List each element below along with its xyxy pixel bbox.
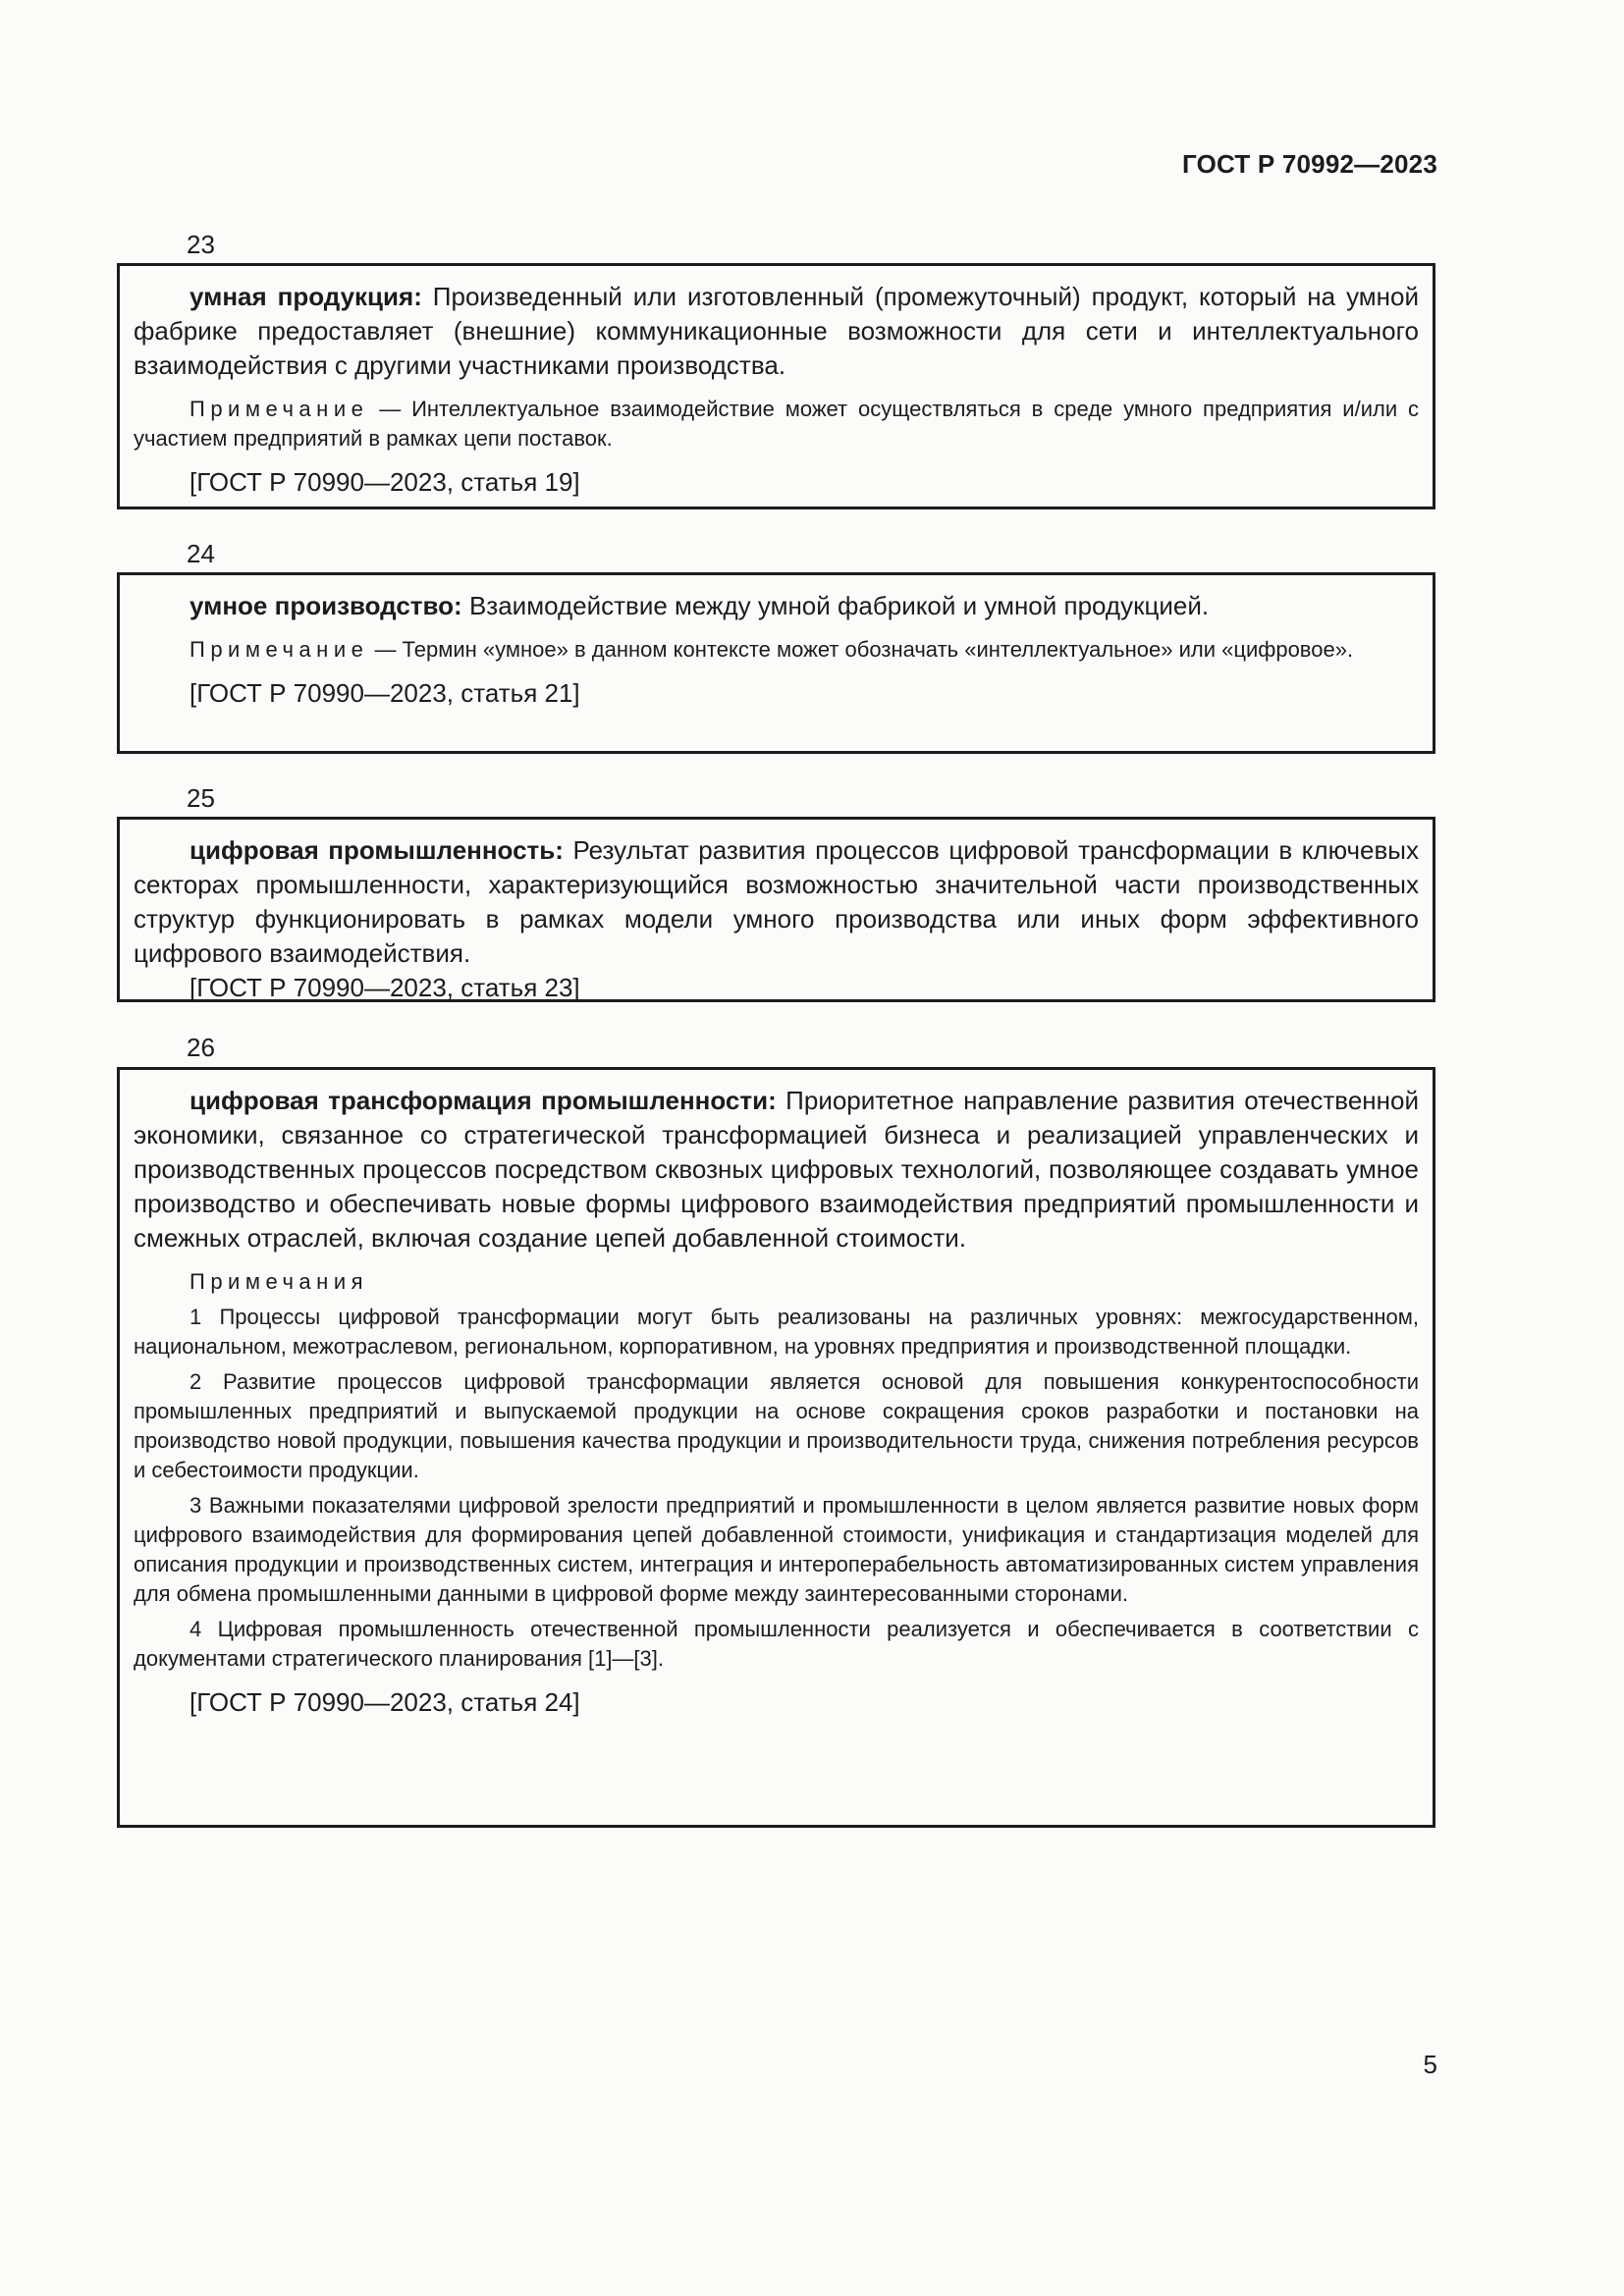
entry-number-24: 24 [187,539,215,568]
term-box-23 [117,263,1435,509]
notes-label: Примечания [189,1269,369,1294]
page-number: 5 [1423,2050,1437,2079]
note-item: 4 Цифровая промышленность отечественной промышленности реализуется и обеспечивается в соответствии с документами стратегического планирования [1]—[3]. [134,1617,1419,1671]
note-text: — Термин «умное» в данном контексте может обозначать «интеллектуальное» или «цифровое». [368,637,1354,662]
term-box-26 [117,1067,1435,1828]
term-title: умная продукция: [189,282,422,311]
note-label: Примечание [189,397,369,421]
term-definition [134,280,1419,383]
term-definition [134,1084,1419,1255]
note-item: 3 Важными показателями цифровой зрелости предприятий и промышленности в целом является развитие новых форм цифрового взаимодействия для формирования цепей добавленной стоимости, унификация и стандартизация моделей для описания продукции и производственных систем, интеграция и интероперабельность автоматизированных систем управления для обмена промышленными данными в цифровой форме между заинтересованными сторонами. [134,1493,1419,1606]
term-definition [134,833,1419,971]
term-title: цифровая промышленность: [189,835,564,865]
note-text: — Интеллектуальное взаимодействие может осуществляться в среде умного предприятия и/или с участием предприятий в рамках цепи поставок. [134,397,1419,451]
definition-text: Произведенный или изготовленный (промежуточный) продукт, который на умной фабрике предоставляет (внешние) коммуникационные возможности для сети и интеллектуального взаимодействия с другими участниками производства. [134,282,1419,380]
definition-text: Взаимодействие между умной фабрикой и умной продукцией. [461,591,1210,620]
term-box-25 [117,817,1435,1002]
note [134,395,1419,454]
term-title: умное производство: [189,591,462,620]
source-reference: [ГОСТ Р 70990—2023, статья 23] [189,973,580,1002]
notes-heading [134,1267,1419,1297]
source-reference: [ГОСТ Р 70990—2023, статья 21] [189,678,580,708]
note-item: 2 Развитие процессов цифровой трансформации является основой для повышения конкурентоспособности промышленных предприятий и выпускаемой продукции на основе сокращения сроков разработки и постановки на производство новой продукции, повышения качества продукции и производительности труда, снижения потребления ресурсов и себестоимости продукции. [134,1369,1419,1482]
term-box-24 [117,572,1435,754]
note-item: 1 Процессы цифровой трансформации могут быть реализованы на различных уровнях: межгосударственном, национальном, межотраслевом, региональном, корпоративном, на уровнях предприятия и производственной площадки. [134,1305,1419,1359]
note [134,635,1419,665]
term-title: цифровая трансформация промышленности: [189,1086,777,1115]
definition-text: Результат развития процессов цифровой трансформации в ключевых секторах промышленности, характеризующийся возможностью значительной части производственных структур функционировать в рамках модели умного производства или иных форм эффективного цифрового взаимодействия. [134,835,1419,968]
definition-text: Приоритетное направление развития отечественной экономики, связанное со стратегической трансформацией бизнеса и реализацией управленческих и производственных процессов посредством сквозных цифровых технологий, позволяющее создавать умное производство и обеспечивать новые формы цифрового взаимодействия предприятий промышленности и смежных отраслей, включая создание цепей добавленной стоимости. [134,1086,1419,1253]
term-definition [134,589,1419,623]
document-designation: ГОСТ Р 70992—2023 [1182,149,1437,179]
source-reference: [ГОСТ Р 70990—2023, статья 24] [189,1687,580,1717]
entry-number-26: 26 [187,1033,215,1062]
note-label: Примечание [189,637,369,662]
entry-number-23: 23 [187,230,215,259]
source-reference: [ГОСТ Р 70990—2023, статья 19] [189,467,580,497]
entry-number-25: 25 [187,783,215,813]
